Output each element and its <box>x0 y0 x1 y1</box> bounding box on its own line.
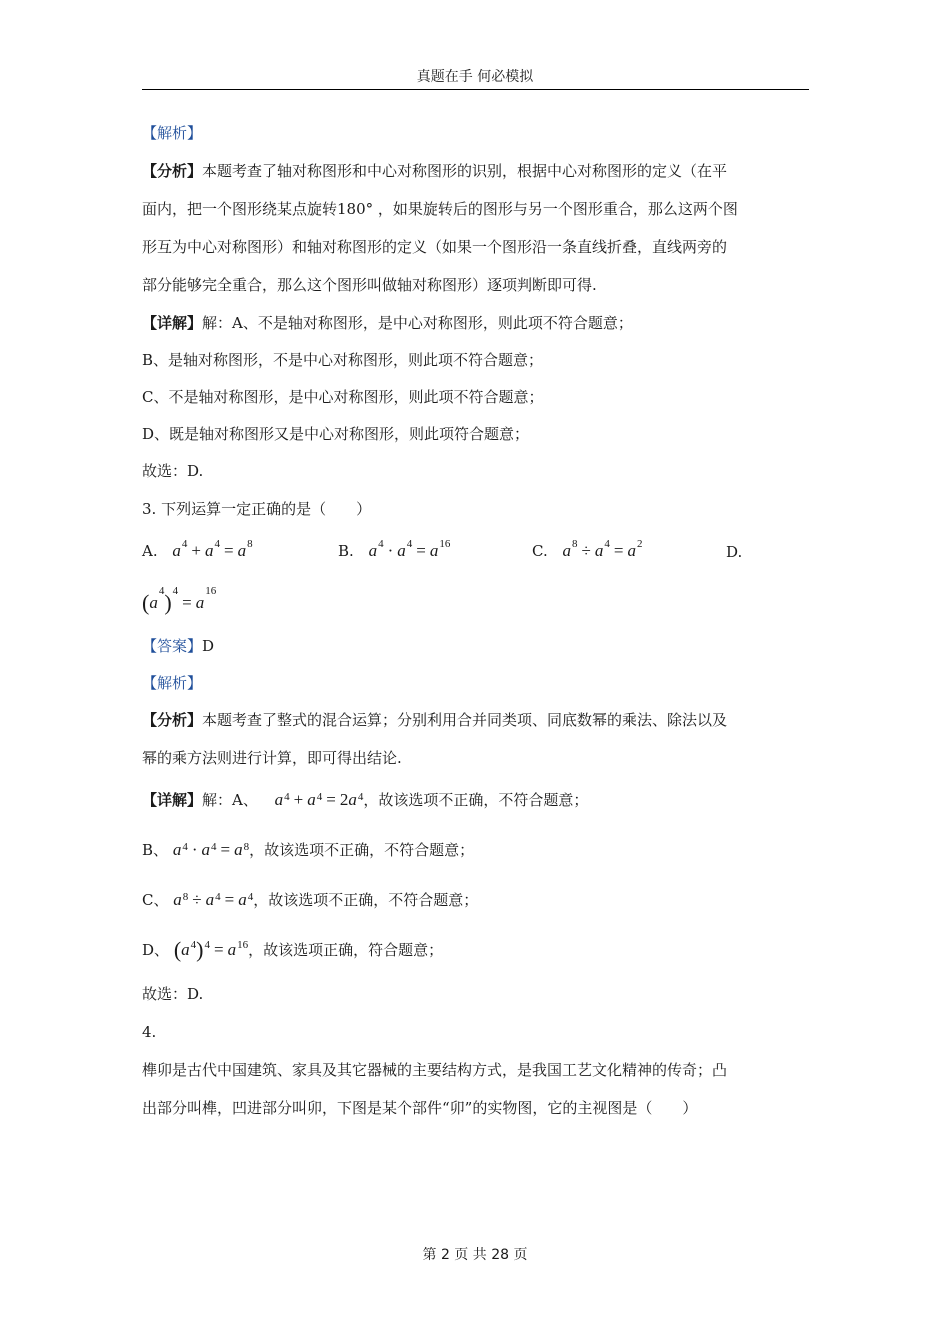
jiexi-tag-1: 【解析】 <box>142 124 203 142</box>
q3-option-d <box>726 543 742 561</box>
xiangjie-1-line-4: D、既是轴对称图形又是中心对称图形，则此项符合题意； <box>142 425 530 443</box>
xiangjie-2-line-c: C、 $a^8 \div a^4 = a^4$，故该选项不正确，不符合题意； <box>142 890 479 909</box>
answer-choice-1: 故选：D. <box>142 462 204 480</box>
formula: $a^4 \cdot a^4 = a^8$ <box>172 840 250 859</box>
xiangjie-2-line-d: D、 $(a^4)^4 = a^{16}$，故该选项正确，符合题意； <box>142 937 444 962</box>
xiangjie-tag: 【详解】 <box>142 791 203 809</box>
q3-option-c <box>532 538 643 561</box>
daan-tag: 【答案】 <box>142 637 203 655</box>
q4-line-1: 榫卯是古代中国建筑、家具及其它器械的主要结构方式，是我国工艺文化精神的传奇；凸 <box>142 1061 728 1079</box>
fenxi-text: 本题考查了整式的混合运算；分别利用合并同类项、同底数幂的乘法、除法以及 <box>202 711 728 729</box>
daan-value: D <box>202 637 215 655</box>
q3-option-a <box>142 538 253 561</box>
xiangjie-1-line-3: C、不是轴对称图形，是中心对称图形，则此项不符合题意； <box>142 388 544 406</box>
fenxi-1-line-4: 部分能够完全重合，那么这个图形叫做轴对称图形）逐项判断即可得. <box>142 276 597 294</box>
fenxi-1-line-2: 面内，把一个图形绕某点旋转180° ，如果旋转后的图形与另一个图形重合，那么这两个图 <box>142 200 738 218</box>
xiangjie-2-line-b: B、 $a^4 \cdot a^4 = a^8$，故该选项不正确，不符合题意； <box>142 840 475 859</box>
option-label: D. <box>726 543 743 561</box>
q4-number: 4. <box>142 1023 157 1041</box>
q3-option-b <box>338 538 451 561</box>
formula: $(a^4)^4 = a^{16}$ <box>173 937 249 962</box>
option-formula: $a^4 \cdot a^4 = a^{16}$ <box>368 538 451 560</box>
fenxi-1-line-3: 形互为中心对称图形）和轴对称图形的定义（如果一个图形沿一条直线折叠，直线两旁的 <box>142 238 728 256</box>
formula: $a^4 + a^4 = 2a^4$ <box>274 790 364 809</box>
option-label: B. <box>338 542 354 560</box>
fenxi-2-line-1 <box>142 710 727 730</box>
formula: $a^8 \div a^4 = a^4$ <box>173 890 254 909</box>
option-label: C. <box>532 542 548 560</box>
xiangjie-1-line-1 <box>142 313 633 333</box>
jiexi-tag-2: 【解析】 <box>142 674 203 692</box>
xiangjie-text: 解：A、不是轴对称图形，是中心对称图形，则此项不符合题意； <box>202 314 633 332</box>
fenxi-tag: 【分析】 <box>142 162 203 180</box>
xiangjie-1-line-2: B、是轴对称图形，不是中心对称图形，则此项不符合题意； <box>142 351 544 369</box>
q3-stem: 3. 下列运算一定正确的是（ ） <box>142 500 372 518</box>
page-footer: 第 2 页 共 28 页 <box>422 1247 528 1263</box>
option-label: A. <box>142 542 158 560</box>
fenxi-text: 本题考查了轴对称图形和中心对称图形的识别，根据中心对称图形的定义（在平 <box>202 162 728 180</box>
header-divider <box>142 89 809 90</box>
option-formula: $a^4 + a^4 = a^8$ <box>172 538 253 560</box>
answer-choice-2: 故选：D. <box>142 985 204 1003</box>
fenxi-2-line-2: 幂的乘方法则进行计算，即可得出结论. <box>142 749 402 767</box>
q3-option-d-formula <box>142 585 217 615</box>
q4-line-2: 出部分叫榫，凹进部分叫卯，下图是某个部件“卯”的实物图，它的主视图是（ ） <box>142 1099 698 1117</box>
fenxi-tag: 【分析】 <box>142 711 203 729</box>
option-formula: $a^8 \div a^4 = a^2$ <box>562 538 643 560</box>
answer-line <box>142 636 214 656</box>
fenxi-1-line-1 <box>142 161 727 181</box>
option-formula: $(a^4)^4= a^{16}$ <box>142 585 217 615</box>
page-header: 真题在手 何必模拟 <box>416 69 534 85</box>
xiangjie-2-line-a: 【详解】解：A、 $a^4 + a^4 = 2a^4$，故该选项不正确，不符合题意； <box>142 790 589 809</box>
xiangjie-tag: 【详解】 <box>142 314 203 332</box>
